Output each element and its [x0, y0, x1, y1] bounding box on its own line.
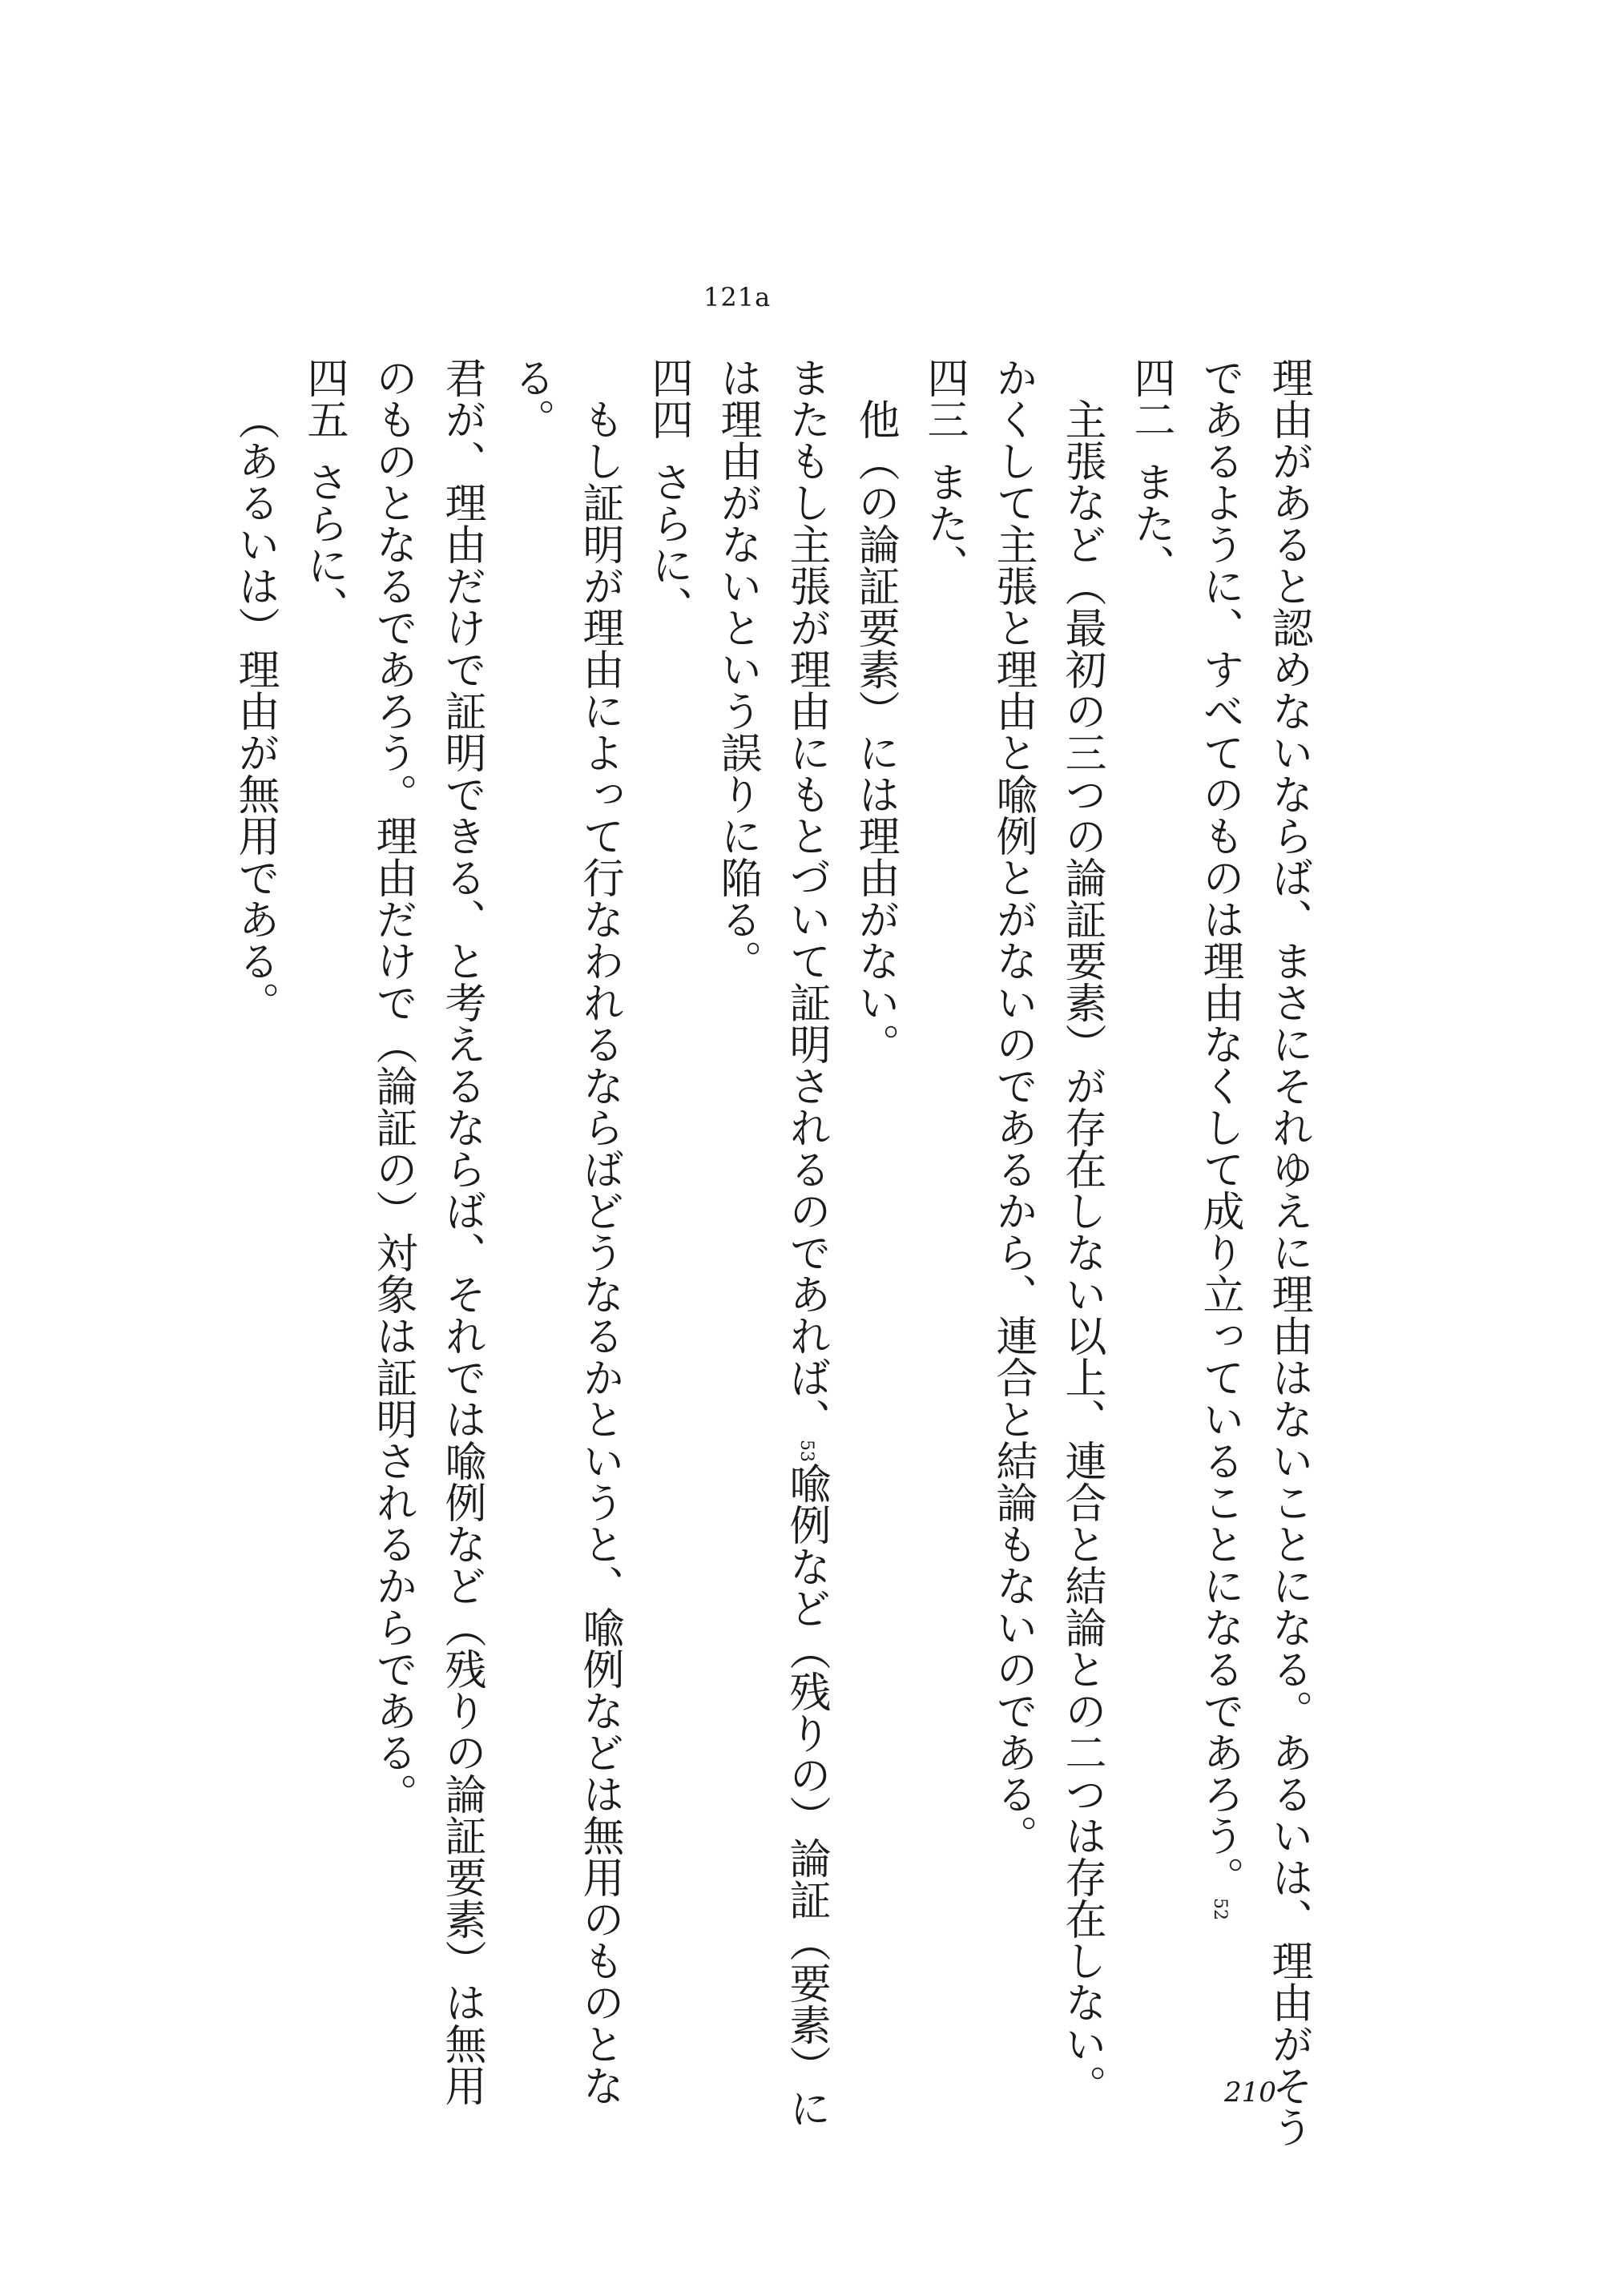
text-line: （あるいは）理由が無用である。 — [231, 398, 279, 1023]
verse-heading: 四五さらに、 — [300, 356, 348, 627]
verse-heading: 四三また、 — [920, 356, 968, 586]
text-line: 理由があると認めないならば、まさにそれゆえに理由はないことになる。あるいは、理由がそう — [1264, 356, 1312, 2148]
text-line: 他（の論証要素）には理由がない。 — [851, 398, 899, 1065]
text-line: 主張など（最初の三つの論証要素）が存在しない以上、連合と結論との二つは存在しない。 — [1058, 398, 1106, 2106]
text-line: であるように、すべてのものは理由なくして成り立っていることになるであろう。52 — [1195, 356, 1243, 1920]
page-number: 210 — [1224, 2076, 1276, 2109]
text-line: 君が、理由だけで証明できる、と考えるならば、それでは喩例など（残りの論証要素）は無用 — [437, 356, 486, 2106]
verse-heading: 四四さらに、 — [644, 356, 692, 627]
text-line: のものとなるであろう。理由だけで（論証の）対象は証明されるからである。 — [369, 356, 417, 1815]
text-line: る。 — [506, 356, 554, 440]
text-line: かくして主張と理由と喩例とがないのであるから、連合と結論もないのである。 — [989, 356, 1037, 1856]
text-line: またもし主張が理由にもとづいて証明されるのであれば、53喩例など（残りの）論証（要素）に — [782, 356, 830, 2129]
footnote-marker: 52 — [1210, 1898, 1230, 1920]
verse-number: 四四 — [644, 356, 692, 440]
verse-heading: 四二また、 — [1126, 356, 1175, 586]
verse-number: 四三 — [920, 356, 968, 440]
footnote-marker: 53 — [796, 1440, 816, 1462]
verse-number: 四二 — [1126, 356, 1175, 440]
section-marker: 121a — [703, 282, 772, 312]
text-line: もし証明が理由によって行なわれるならばどうなるかというと、喩例などは無用のものとな — [575, 398, 623, 2106]
text-line: は理由がないという誤りに陥る。 — [713, 356, 761, 981]
verse-number: 四五 — [300, 356, 348, 440]
